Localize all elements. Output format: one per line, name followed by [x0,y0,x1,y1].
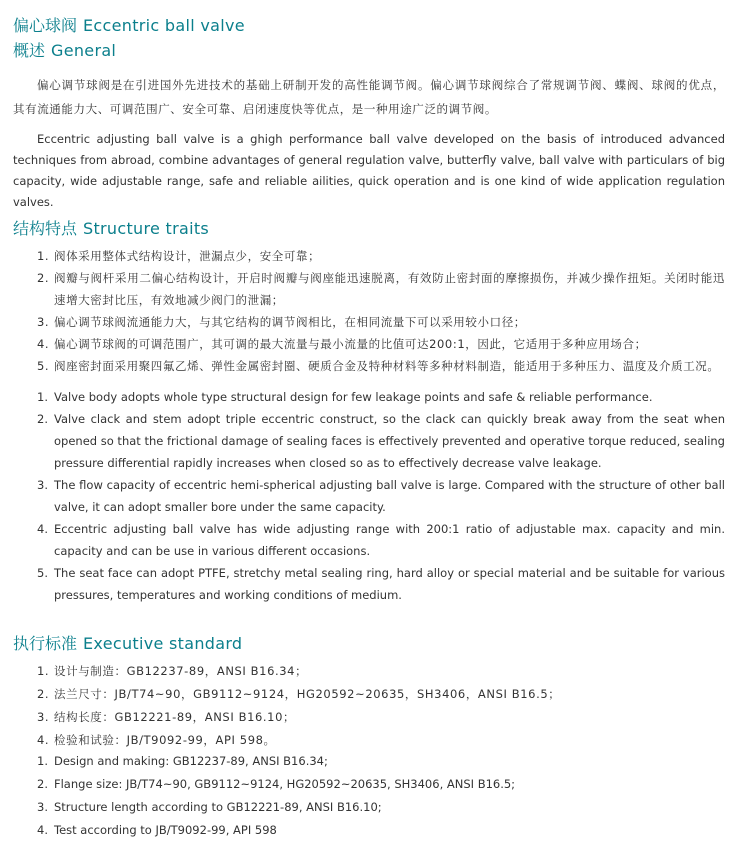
structure-heading-en: Structure traits [83,219,210,238]
structure-heading-cn: 结构特点 [13,219,78,238]
list-item: 2. Flange size: JB/T74~90, GB9112~9124, HG20592~20635, SH3406, ANSI B16.5; [37,777,516,791]
overview-paragraph-cn [13,73,725,121]
document-title-en: Eccentric ball valve [83,16,245,35]
overview-heading [13,41,116,61]
overview-text-cn: 偏心调节球阀是在引进国外先进技术的基础上研制开发的高性能调节阀。偏心调节球阀综合了常规调节阀、蝶阀、球阀的优点，其有流通能力大、可调范围广、安全可靠、启闭速度快等优点，是一种用途广泛的调节阀。 [13,78,725,116]
list-item: 3. Structure length according to GB12221-89, ANSI B16.10; [37,800,382,814]
overview-text-en: Eccentric adjusting ball valve is a ghigh performance ball valve developed on the basis of introduced advanced techniques from abroad, combine advantages of general regulation valve, butterfly valve, ball valve with particulars of big capacity, wide adjustable range, safe and reliable ailities, quick operation and is one kind of wide application regulation valves. [13,132,725,209]
overview-paragraph-en [13,129,725,213]
standard-heading [13,634,242,654]
list-item: 5. 阀座密封面采用聚四氟乙烯、弹性金属密封圈、硬质合金及特种材料等多种材料制造，能适用于多种压力、温度及介质工况。 [37,359,720,373]
structure-list-en [37,386,725,606]
document-title-cn: 偏心球阀 [13,16,78,35]
list-item: 1. Design and making: GB12237-89, ANSI B16.34; [37,754,328,768]
document-title [13,16,245,36]
list-item: 2. 阀瓣与阀杆采用二偏心结构设计，开启时阀瓣与阀座能迅速脱离，有效防止密封面的摩擦损伤，并减少操作扭矩。关闭时能迅速增大密封比压，有效地减少阀门的泄漏； [37,271,725,307]
standard-heading-cn: 执行标准 [13,634,78,653]
standard-list-cn [37,660,725,752]
overview-heading-cn: 概述 [13,41,46,60]
list-item: 5. The seat face can adopt PTFE, stretchy metal sealing ring, hard alloy or special material and be suitable for various pressures, temperatures and working conditions of medium. [37,566,725,602]
standard-heading-en: Executive standard [83,634,243,653]
list-item: 4. Eccentric adjusting ball valve has wide adjusting range with 200:1 ratio of adjustable max. capacity and min. capacity and can be use in various different occasions. [37,522,725,558]
structure-list-cn [37,245,725,377]
list-item: 3. 结构长度：GB12221-89，ANSI B16.10； [37,710,296,724]
list-item: 1. Valve body adopts whole type structural design for few leakage points and safe & reliable performance. [37,390,653,404]
structure-heading [13,219,209,239]
list-item: 3. The flow capacity of eccentric hemi-spherical adjusting ball valve is large. Compared with the structure of other ball valve, it can adopt smaller bore under the same capacity. [37,478,725,514]
list-item: 2. Valve clack and stem adopt triple eccentric construct, so the clack can quickly break away from the seat when opened so that the frictional damage of sealing faces is effectively prevented and operative torque reduced, sealing pressure differential rapidly increases when closed so as to effectively decrease valve leakage. [37,412,725,470]
list-item: 1. 设计与制造：GB12237-89，ANSI B16.34； [37,664,308,678]
list-item: 4. Test according to JB/T9092-99, API 598 [37,823,277,837]
overview-heading-en: General [51,41,117,60]
standard-list-en [37,750,725,842]
list-item: 4. 检验和试验：JB/T9092-99，API 598。 [37,733,276,747]
list-item: 3. 偏心调节球阀流通能力大，与其它结构的调节阀相比，在相同流量下可以采用较小口径； [37,315,526,329]
list-item: 1. 阀体采用整体式结构设计，泄漏点少，安全可靠； [37,249,321,263]
list-item: 4. 偏心调节球阀的可调范围广，其可调的最大流量与最小流量的比值可达200:1，因此，它适用于多种应用场合； [37,337,647,351]
list-item: 2. 法兰尺寸：JB/T74~90，GB9112~9124，HG20592~20635，SH3406，ANSI B16.5； [37,687,561,701]
